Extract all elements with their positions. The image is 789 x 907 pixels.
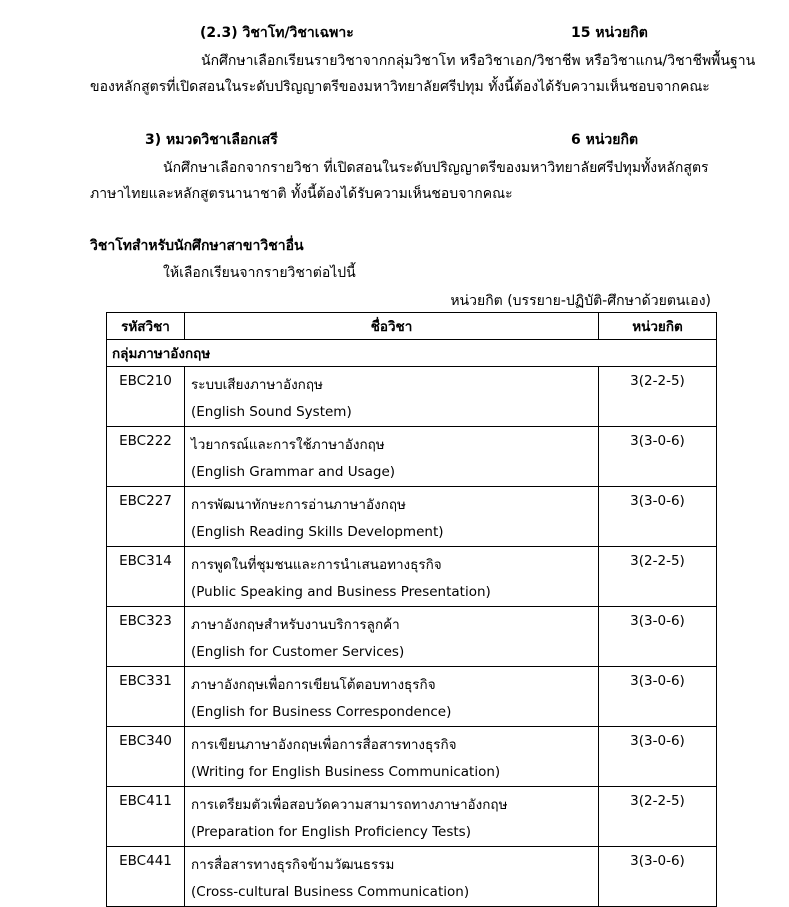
course-name-thai: การพูดในที่ชุมชนและการนำเสนอทางธุรกิจ — [191, 557, 442, 573]
course-code: EBC411 — [107, 787, 185, 847]
table-header-row — [107, 313, 717, 340]
credit-format-note: หน่วยกิต (บรรยาย-ปฏิบัติ-ศึกษาด้วยตนเอง) — [450, 293, 711, 309]
course-name — [185, 367, 599, 427]
course-code: EBC222 — [107, 427, 185, 487]
course-name — [185, 847, 599, 907]
minor-section-instruction: ให้เลือกเรียนจากรายวิชาต่อไปนี้ — [163, 265, 356, 281]
course-table — [106, 312, 717, 907]
section-2-3-paragraph-line1: นักศึกษาเลือกเรียนรายวิชาจากกลุ่มวิชาโท หรือวิชาเอก/วิชาชีพ หรือวิชาแกน/วิชาชีพพื้นฐาน — [201, 53, 756, 69]
course-name-english: (Cross-cultural Business Communication) — [191, 884, 470, 900]
section-3-paragraph-line1: นักศึกษาเลือกจากรายวิชา ที่เปิดสอนในระดับปริญญาตรีของมหาวิทยาลัยศรีปทุมทั้งหลักสูตร — [163, 160, 709, 176]
course-name — [185, 547, 599, 607]
course-name-english: (English Sound System) — [191, 404, 352, 420]
course-name — [185, 787, 599, 847]
section-2-3-credits: 15 หน่วยกิต — [571, 25, 648, 41]
header-credits: หน่วยกิต — [599, 313, 717, 340]
course-name-english: (Preparation for English Proficiency Tests) — [191, 824, 471, 840]
table-row — [107, 487, 717, 547]
section-3-credits: 6 หน่วยกิต — [571, 132, 639, 148]
course-name — [185, 487, 599, 547]
course-credits: 3(3-0-6) — [599, 667, 717, 727]
table-row — [107, 547, 717, 607]
course-code: EBC227 — [107, 487, 185, 547]
course-code: EBC331 — [107, 667, 185, 727]
section-2-3-paragraph-line2: ของหลักสูตรที่เปิดสอนในระดับปริญญาตรีของมหาวิทยาลัยศรีปทุม ทั้งนี้ต้องได้รับความเห็นชอบจากคณะ — [90, 79, 710, 95]
course-credits: 3(3-0-6) — [599, 847, 717, 907]
course-name-thai: ภาษาอังกฤษเพื่อการเขียนโต้ตอบทางธุรกิจ — [191, 677, 436, 693]
table-row — [107, 667, 717, 727]
course-name — [185, 727, 599, 787]
course-name-english: (English for Business Correspondence) — [191, 704, 452, 720]
course-name-thai: ระบบเสียงภาษาอังกฤษ — [191, 377, 323, 393]
course-name — [185, 607, 599, 667]
course-code: EBC323 — [107, 607, 185, 667]
course-credits: 3(3-0-6) — [599, 427, 717, 487]
table-row — [107, 727, 717, 787]
section-2-3-heading: (2.3) วิชาโท/วิชาเฉพาะ — [200, 25, 354, 41]
course-credits: 3(3-0-6) — [599, 607, 717, 667]
course-credits: 3(3-0-6) — [599, 487, 717, 547]
course-code: EBC441 — [107, 847, 185, 907]
course-credits: 3(3-0-6) — [599, 727, 717, 787]
course-name-thai: การเตรียมตัวเพื่อสอบวัดความสามารถทางภาษาอังกฤษ — [191, 797, 508, 813]
table-row — [107, 427, 717, 487]
header-course-code: รหัสวิชา — [107, 313, 185, 340]
table-row — [107, 607, 717, 667]
course-credits: 3(2-2-5) — [599, 787, 717, 847]
course-name-english: (English Grammar and Usage) — [191, 464, 396, 480]
course-name — [185, 667, 599, 727]
table-row — [107, 367, 717, 427]
section-3-heading: 3) หมวดวิชาเลือกเสรี — [145, 132, 278, 148]
course-credits: 3(2-2-5) — [599, 367, 717, 427]
course-name — [185, 427, 599, 487]
course-name-english: (Writing for English Business Communication) — [191, 764, 501, 780]
table-row — [107, 787, 717, 847]
course-name-thai: ภาษาอังกฤษสำหรับงานบริการลูกค้า — [191, 617, 400, 633]
course-name-english: (English Reading Skills Development) — [191, 524, 444, 540]
course-code: EBC210 — [107, 367, 185, 427]
group-label: กลุ่มภาษาอังกฤษ — [107, 340, 717, 367]
section-3-paragraph-line2: ภาษาไทยและหลักสูตรนานาชาติ ทั้งนี้ต้องได้รับความเห็นชอบจากคณะ — [90, 186, 513, 202]
course-name-english: (English for Customer Services) — [191, 644, 405, 660]
course-name-thai: การสื่อสารทางธุรกิจข้ามวัฒนธรรม — [191, 857, 395, 873]
course-name-thai: การพัฒนาทักษะการอ่านภาษาอังกฤษ — [191, 497, 406, 513]
course-code: EBC340 — [107, 727, 185, 787]
course-name-english: (Public Speaking and Business Presentation) — [191, 584, 491, 600]
table-row — [107, 847, 717, 907]
minor-section-heading: วิชาโทสำหรับนักศึกษาสาขาวิชาอื่น — [90, 238, 304, 254]
course-name-thai: ไวยากรณ์และการใช้ภาษาอังกฤษ — [191, 437, 385, 453]
group-row — [107, 340, 717, 367]
course-code: EBC314 — [107, 547, 185, 607]
course-name-thai: การเขียนภาษาอังกฤษเพื่อการสื่อสารทางธุรกิจ — [191, 737, 457, 753]
header-course-name: ชื่อวิชา — [185, 313, 599, 340]
course-credits: 3(2-2-5) — [599, 547, 717, 607]
